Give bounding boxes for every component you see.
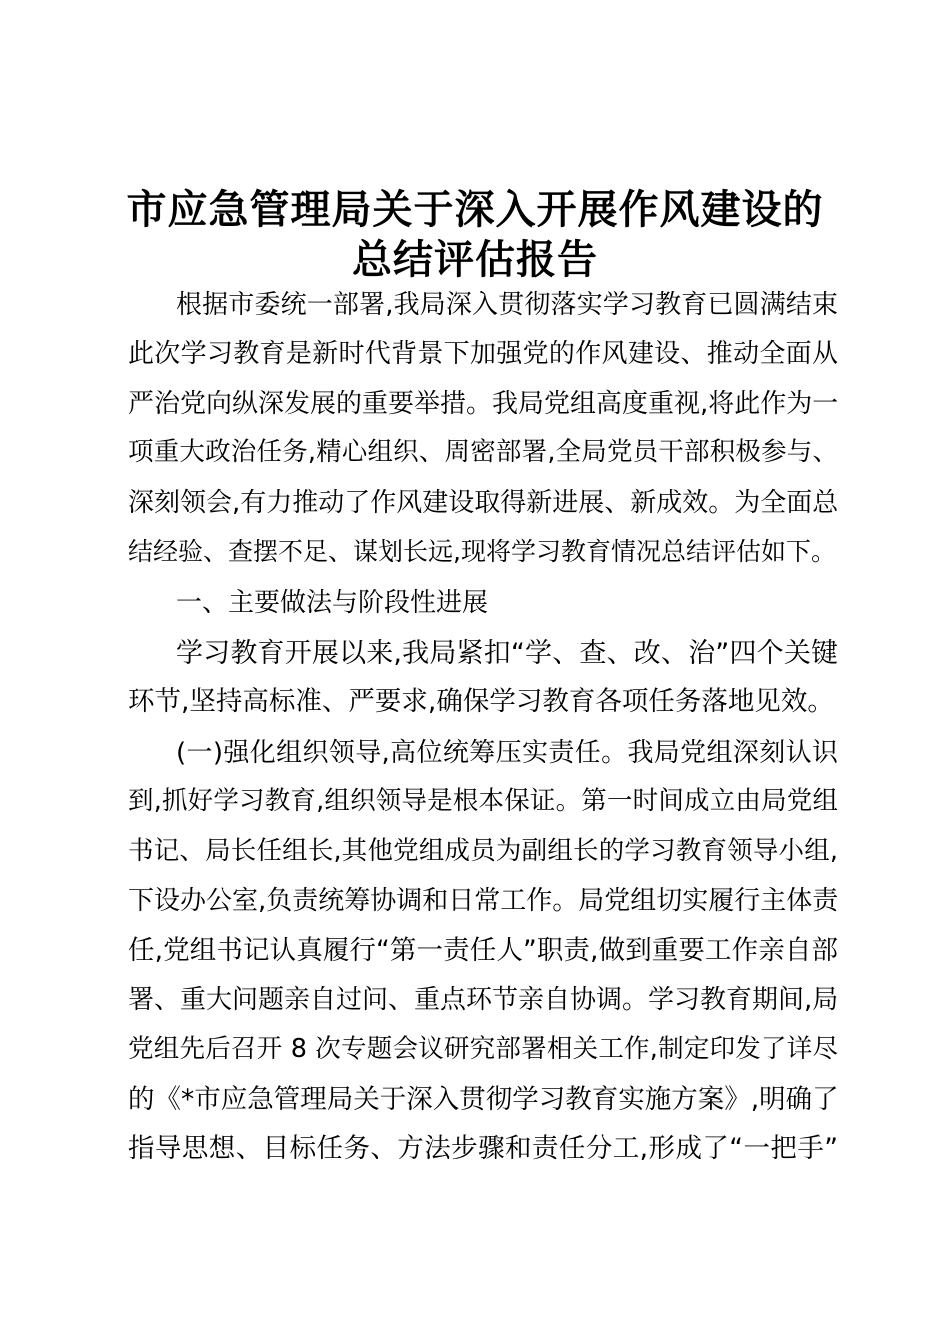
paragraph-leadership-line-8: 的《*市应急管理局关于深入贯彻学习教育实施方案》,明确了 [128, 1084, 839, 1115]
paragraph-intro-line-5: 深刻领会,有力推动了作风建设取得新进展、新成效。为全面总 [128, 488, 839, 518]
paragraph-leadership-line-2: 到,抓好学习教育,组织领导是根本保证。第一时间成立由局党组 [128, 786, 838, 816]
document-title-line-2: 总结评估报告 [352, 237, 598, 283]
paragraph-intro-line-1: 根据市委统一部署,我局深入贯彻落实学习教育已圆满结束 [176, 290, 838, 320]
paragraph-leadership-line-1: (一)强化组织领导,高位统筹压实责任。我局党组深刻认识 [176, 738, 838, 768]
paragraph-overview-line-1: 学习教育开展以来,我局紧扣“学、查、改、治”四个关键 [176, 638, 838, 669]
paragraph-leadership-line-7: 党组先后召开 8 次专题会议研究部署相关工作,制定印发了详尽 [128, 1034, 838, 1064]
paragraph-intro-line-6: 结经验、查摆不足、谋划长远,现将学习教育情况总结评估如下。 [128, 537, 836, 566]
paragraph-leadership-line-5: 任,党组书记认真履行“第一责任人”职责,做到重要工作亲自部 [128, 935, 838, 966]
paragraph-intro-line-4: 项重大政治任务,精心组织、周密部署,全局党员干部积极参与、 [128, 437, 838, 467]
paragraph-leadership-line-9: 指导思想、目标任务、方法步骤和责任分工,形成了“一把手” [128, 1133, 838, 1164]
paragraph-intro-line-3: 严治党向纵深发展的重要举措。我局党组高度重视,将此作为一 [128, 389, 839, 419]
section-heading-1: 一、主要做法与阶段性进展 [176, 588, 489, 618]
paragraph-overview-line-2: 环节,坚持高标准、严要求,确保学习教育各项任务落地见效。 [128, 686, 834, 717]
paragraph-leadership-line-6: 署、重大问题亲自过问、重点环节亲自协调。学习教育期间,局 [128, 985, 839, 1015]
paragraph-intro-line-2: 此次学习教育是新时代背景下加强党的作风建设、推动全面从 [128, 339, 838, 369]
paragraph-leadership-line-3: 书记、局长任组长,其他党组成员为副组长的学习教育领导小组, [128, 836, 838, 866]
document-title-line-1: 市应急管理局关于深入开展作风建设的 [126, 187, 824, 233]
paragraph-leadership-line-4: 下设办公室,负责统筹协调和日常工作。局党组切实履行主体责 [128, 886, 839, 916]
